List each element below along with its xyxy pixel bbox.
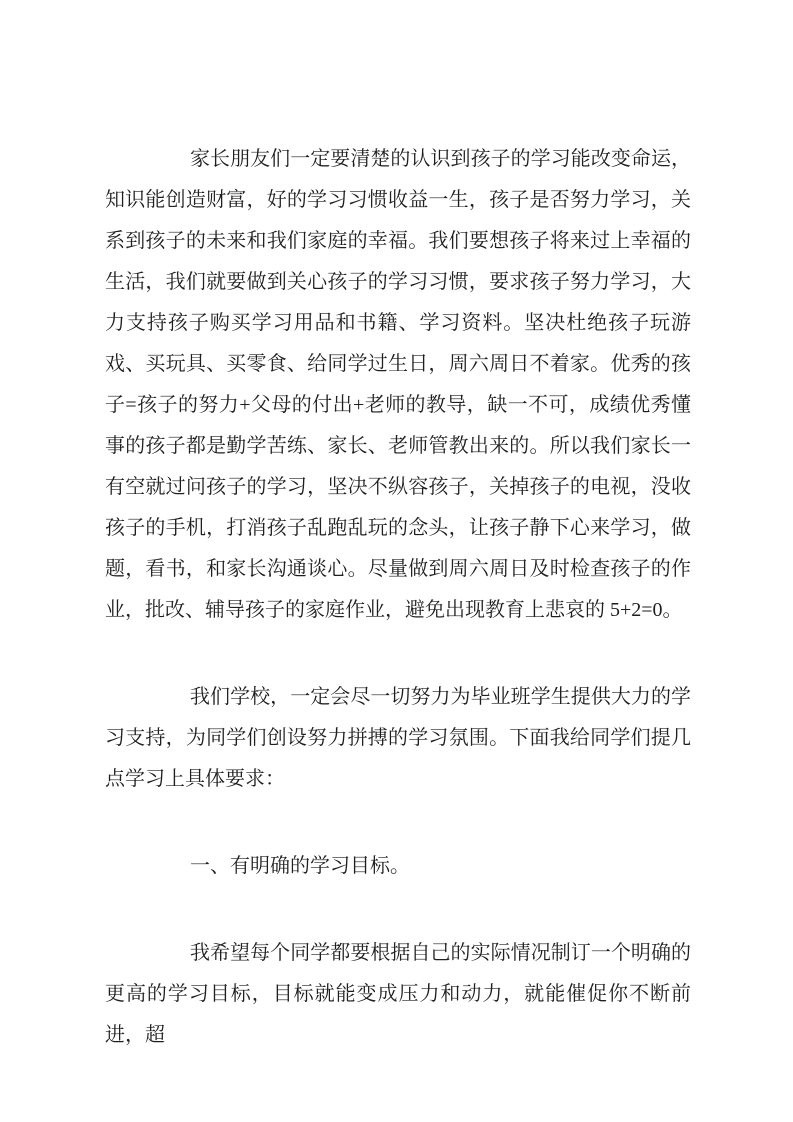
section-heading-study-goal: 一、有明确的学习目标。 [190, 855, 410, 877]
paragraph-goal-detail: 我希望每个同学都要根据自己的实际情况制订一个明确的更高的学习目标，目标就能变成压力和动力，就能催促你不断前进，超 [105, 942, 691, 1046]
paragraph-parents-advice: 家长朋友们一定要清楚的认识到孩子的学习能改变命运，知识能创造财富，好的学习习惯收益一生，孩子是否努力学习，关系到孩子的未来和我们家庭的幸福。我们要想孩子将来过上幸福的生活，我们就要做到关心孩子的学习习惯，要求孩子努力学习，大力支持孩子购买学习用品和书籍、学习资料。坚决杜绝孩子玩游戏、买玩具、买零食、给同学过生日，周六周日不着家。优秀的孩子=孩子的努力+父母的付出+老师的教导，缺一不可，成绩优秀懂事的孩子都是勤学苦练、家长、老师管教出来的。所以我们家长一有空就过问孩子的学习，坚决不纵容孩子，关掉孩子的电视，没收孩子的手机，打消孩子乱跑乱玩的念头，让孩子静下心来学习，做题，看书，和家长沟通谈心。尽量做到周六周日及时检查孩子的作业，批改、辅导孩子的家庭作业，避免出现教育上悲哀的 5+2=0。 [105, 148, 691, 621]
paragraph-school-support: 我们学校，一定会尽一切努力为毕业班学生提供大力的学习支持，为同学们创设努力拼搏的学习氛围。下面我给同学们提几点学习上具体要求： [105, 686, 691, 790]
